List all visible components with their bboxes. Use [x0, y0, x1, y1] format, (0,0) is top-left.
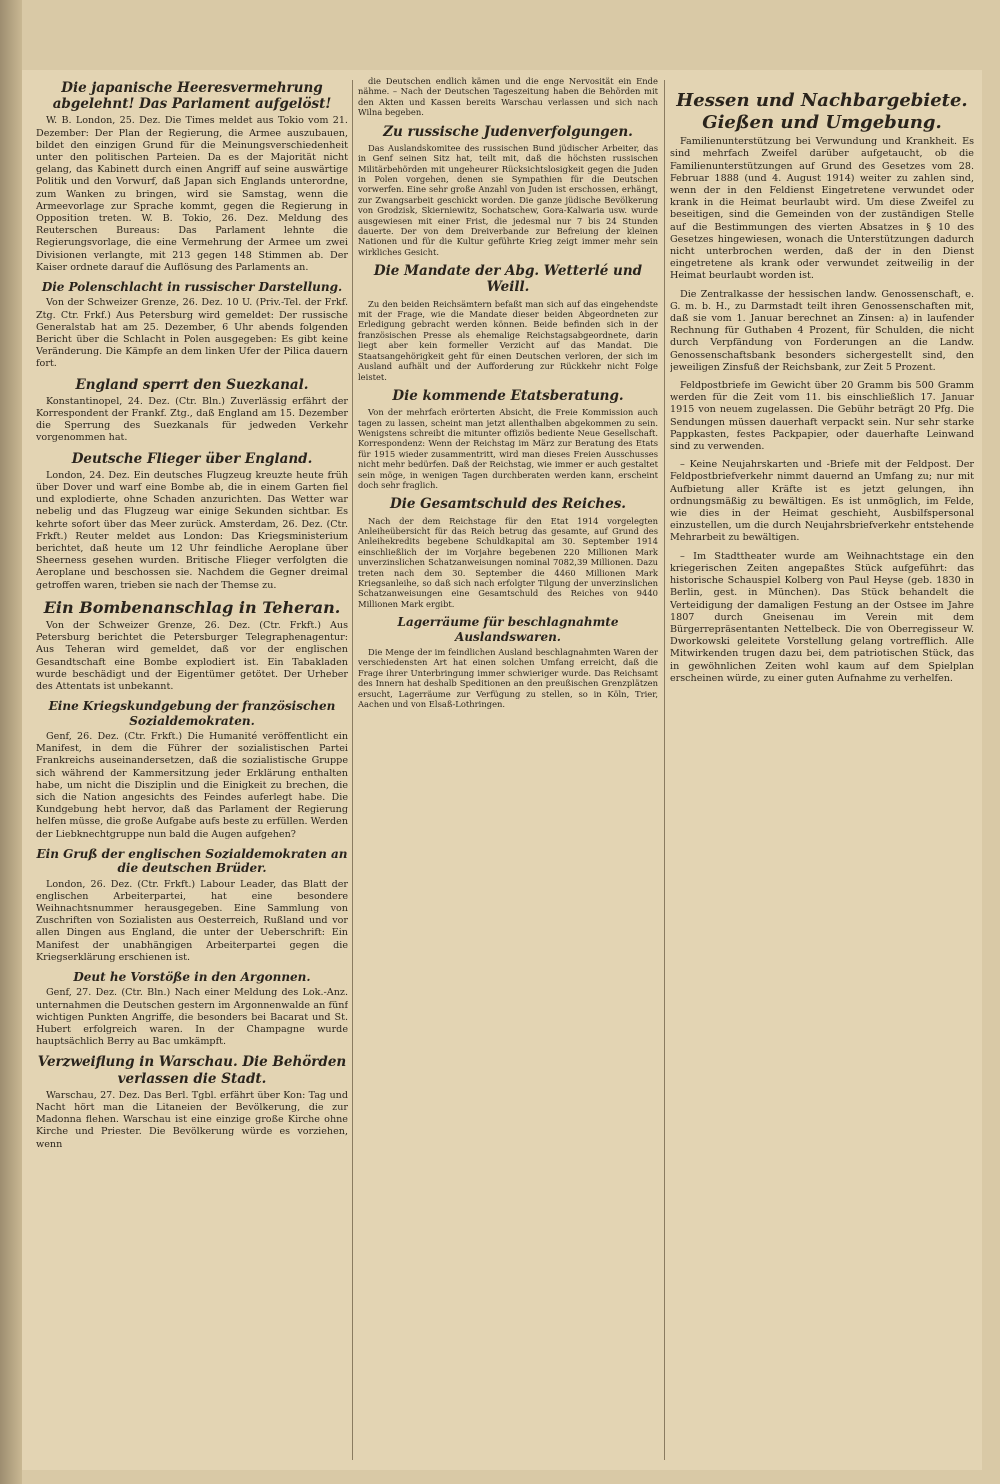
article-headline: Die japanische Heeresvermehrung abgelehnt! Das Parlament aufgelöst!: [52, 80, 332, 113]
article-body: London, 26. Dez. (Ctr. Frkft.) Labour Leader, das Blatt der englischen Arbeiterpartei, hat eine besondere Weihnachtsnummer herausgegeben. Eine Sammlung von Zuschriften von Sozialisten aus Oesterreich, Rußland und vor allen Dingen aus England, die unter der Ueberschrift: Ein Manifest der unabhängigen Arbeiterpartei gegen die Kriegserklärung erschienen ist.: [36, 878, 348, 963]
article-body: – Keine Neujahrskarten und -Briefe mit der Feldpost. Der Feldpostbriefverkehr nimmt dauernd an Umfang zu; nur mit Aufbietung aller Kräfte ist es jetzt gelungen, ihn ordnungsmäßig zu bewältigen. Es ist unmöglich, im Felde, wie dies in der Heimat geschieht, Ausbilfspersonal einzustellen, um die durch Neujahrsbriefverkehr entstehende Mehrarbeit zu bewältigen.: [670, 459, 974, 544]
article: [670, 289, 974, 374]
article: [358, 124, 658, 258]
article: [670, 459, 974, 544]
article: [36, 280, 348, 371]
column-1: [36, 76, 348, 1460]
article-headline: Die Polenschlacht in russischer Darstellung.: [41, 280, 343, 295]
article: [670, 551, 974, 685]
article: [36, 451, 348, 592]
article-headline: Ein Bombenanschlag in Teheran.: [43, 597, 341, 617]
article-body: Familienunterstützung bei Verwundung und Krankheit. Es sind mehrfach Zweifel darüber aufgetaucht, ob die Familienunterstützungen auf Grund des Gesetzes vom 28. Februar 1888 (und 4. August 1914) weiter zu zahlen sind, wenn der in den Feldienst Eingetretene verwundet oder krank in die Heimat beurlaubt wird. Um diese Zweifel zu beseitigen, sind die Gemeinden von der zuständigen Stelle auf die Bestimmungen des vierten Absatzes in § 10 des Gesetzes hingewiesen, wonach die Unterstützungen dadurch nicht unterbrochen werden, daß der in den Dienst eingetretene als krank oder verwundet zeitweilig in der Heimat beurlaubt worden ist.: [670, 136, 974, 282]
article: [358, 388, 658, 490]
article-body: Konstantinopel, 24. Dez. (Ctr. Bln.) Zuverlässig erfährt der Korrespondent der Frankf. Ztg., daß England am 15. Dezember die Sperrung des Suezkanals für jedweden Verkehr vorgenommen hat.: [36, 395, 348, 444]
article-body: Nach der dem Reichstage für den Etat 1914 vorgelegten Anleiheübersicht für das Reich betrug das gesamte, auf Grund des Anleihekredits begebene Schuldkapital am 30. September 1914 einschließlich der im Vorjahre begebenen 220 Millionen Mark unverzinslichen Schatzanweisungen nominal 7082,39 Millionen. Dazu treten nach dem 30. September die 4460 Millionen Mark Kriegsanleihe, so daß sich nach erfolgter Tilgung der unverzinslichen Schatzanweisungen eine Gesamtschuld des Reiches von 9440 Millionen Mark ergibt.: [358, 515, 658, 609]
article: [36, 699, 348, 841]
article: [670, 380, 974, 453]
article: [36, 1054, 348, 1150]
article-body: Von der mehrfach erörterten Absicht, die Freie Kommission auch tagen zu lassen, scheint man jetzt allenthalben abgekommen zu sein. Wenigstens schreibt die mitunter offiziös bediente Neue Gesellschaft. Korrespondenz: Wenn der Reichstag im März zur Beratung des Etats für 1915 wieder zusammentritt, wird man dieses Freien Ausschusses nicht mehr bedürfen. Daß der Reichstag, wie immer er auch gestaltet sein möge, in wenigen Tagen durchberaten werden kann, erscheint doch sehr fraglich.: [358, 407, 658, 490]
article-headline: Deutsche Flieger über England.: [71, 450, 313, 467]
article: [36, 970, 348, 1048]
binding-edge: [0, 0, 22, 1484]
article-body: Die Menge der im feindlichen Ausland beschlagnahmten Waren der verschiedensten Art hat einen solchen Umfang erreicht, daß die Frage ihrer Unterbringung immer schwieriger wurde. Das Reichsamt des Innern hat deshalb Speditionen an den preußischen Grenzplätzen ersucht, Lagerräume zur Verfügung zu stellen, so in Köln, Trier, Aachen und von Elsaß-Lothringen.: [358, 646, 658, 709]
column-rule: [352, 80, 353, 1460]
article-body: Von der Schweizer Grenze, 26. Dez. 10 U. (Priv.-Tel. der Frkf. Ztg. Ctr. Frkf.) Aus Petersburg wird gemeldet: Der russische Generalstab hat am 25. Dezember, 6 Uhr abends folgenden Bericht über die Schlacht in Polen ausgegeben: Es gibt keine Veränderung. Die Kämpfe an dem linken Ufer der Pilica dauern fort.: [36, 297, 348, 370]
article-body: – Im Stadttheater wurde am Weihnachtstage ein den kriegerischen Zeiten angepaßtes Stück aufgeführt: das historische Schauspiel Kolberg von Paul Heyse (geb. 1830 in Berlin, gest. in München). Das Stück behandelt die Verteidigung der damaligen Festung an der Ostsee im Jahre 1807 durch Gneisenau im Verein mit dem Bürgerrepräsentanten Nettelbeck. Die von Oberregisseur W. Dworkowski geleitete Vorstellung gelang vortrefflich. Alle Mitwirkenden trugen dazu bei, dem patriotischen Stück, das in gewöhnlichen Zeiten wohl kaum auf dem Spielplan erscheinen würde, zu einer guten Aufnahme zu verhelfen.: [670, 550, 974, 684]
article-headline: Hessen und Nachbargebiete. Gießen und Umgebung.: [676, 90, 968, 133]
article-body: Feldpostbriefe im Gewicht über 20 Gramm bis 500 Gramm werden für die Zeit vom 11. bis einschließlich 17. Januar 1915 von neuem zugelassen. Die Gebühr beträgt 20 Pfg. Die Sendungen müssen dauerhaft verpackt sein. Nur sehr starke Pappkasten, festes Packpapier, oder dauerhafte Leinwand sind zu verwenden.: [670, 380, 974, 453]
article: [358, 496, 658, 609]
article-body: die Deutschen endlich kämen und die enge Nervosität ein Ende nähme. – Nach der Deutschen Tageszeitung haben die Behörden mit den Akten und Kassen bereits Warschau verlassen und sich nach Wilna begeben.: [358, 76, 658, 118]
article-headline: Eine Kriegskundgebung der französischen Sozialdemokraten.: [48, 699, 336, 728]
article: [36, 377, 348, 445]
article-body: Genf, 27. Dez. (Ctr. Bln.) Nach einer Meldung des Lok.-Anz. unternahmen die Deutschen gestern im Argonnenwalde an fünf wichtigen Punkten Angriffe, die besonders bei Bacarat und St. Hubert erfolgreich waren. In der Champagne wurde hauptsächlich Berry au Bac umkämpft.: [36, 987, 348, 1048]
article-body: Warschau, 27. Dez. Das Berl. Tgbl. erfährt über Kon: Tag und Nacht hört man die Litaneien der Bevölkerung, die zur Madonna flehen. Warschau ist eine einzige große Kirche ohne Kirche und Priester. Die Bevölkerung würde es vorziehen, wenn: [36, 1089, 348, 1150]
article-body: Das Auslandskomitee des russischen Bund jüdischer Arbeiter, das in Genf seinen Sitz hat, teilt mit, daß die höchsten russischen Militärbehörden mit ungeheurer Rücksichtslosigkeit gegen die Juden in Polen vorgehen, denen sie Sympathien für die Deutschen vorwerfen. Eine sehr große Anzahl von Juden ist erschossen, erhängt, zur Zwangsarbeit geschickt worden. Die ganze jüdische Bevölkerung von Grodzisk, Skierniewitz, Sochatschew, Gora-Kalwaria usw. wurde ausgewiesen mit einer Frist, die jedesmal nur 7 bis 24 Stunden dauerte. Der von dem Dreiverbande zur Befreiung der kleinen Nationen und für die Kultur geführte Krieg zeigt immer mehr sein wirkliches Gesicht.: [358, 142, 658, 257]
article: [36, 80, 348, 274]
article-headline: Die Gesamtschuld des Reiches.: [389, 496, 627, 513]
article: [358, 76, 658, 118]
article: [358, 263, 658, 382]
article-headline: Zu russische Judenverfolgungen.: [383, 123, 633, 140]
article-headline: Deut he Vorstöße in den Argonnen.: [73, 970, 311, 985]
article-headline: Verzweiflung in Warschau. Die Behörden verlassen die Stadt.: [37, 1054, 347, 1087]
article-body: Die Zentralkasse der hessischen landw. Genossenschaft, e. G. m. b. H., zu Darmstadt teilt ihren Genossenschaften mit, daß sie vom 1. Januar berechnet an Zinsen: a) in laufender Rechnung für Guthaben 4 Prozent, für Schulden, die nicht durch Verpfändung von Forderungen an die Landw. Genossenschaftsbank besonders sichergestellt sind, den jeweiligen Zinsfuß der Reichsbank, zur Zeit 5 Prozent.: [670, 288, 974, 373]
newspaper-page: [22, 70, 982, 1470]
article: [36, 847, 348, 964]
article-body: Zu den beiden Reichsämtern befaßt man sich auf das eingehendste mit der Frage, wie die Mandate dieser beiden Abgeordneten zur Erledigung gebracht werden können. Beide befinden sich in der französischen Presse als ehemalige Reichstagsabgeordnete, darin liegt aber kein formeller Verzicht auf das Mandat. Die Staatsangehörigkeit geht für einen Deutschen verloren, der sich im Ausland aufhält und der Aufforderung zur Rückkehr nicht Folge leistet.: [358, 298, 658, 382]
article: [36, 598, 348, 693]
article-body: London, 24. Dez. Ein deutsches Flugzeug kreuzte heute früh über Dover und warf eine Bombe ab, die in einem Garten fiel und explodierte, ohne Schaden anzurichten. Das Wetter war nebelig und das Flugzeug war einige Sekunden sichtbar. Es kehrte sofort über das Meer zurück. Amsterdam, 26. Dez. (Ctr. Frkft.) Reuter meldet aus London: Das Kriegsministerium berichtet, daß heute um 12 Uhr feindliche Aeroplane über Sheerness gesehen wurden. Britische Flieger verfolgten die Aeroplane und beschossen sie. Nachdem die Gegner dreimal getroffen waren, trieben sie nach der Themse zu.: [36, 469, 348, 591]
article: [358, 615, 658, 709]
column-2: [358, 76, 658, 1460]
article: [670, 90, 974, 283]
article-body: Von der Schweizer Grenze, 26. Dez. (Ctr. Frkft.) Aus Petersburg berichtet die Petersburger Telegraphenagentur: Aus Teheran wird gemeldet, daß vor der englischen Gesandtschaft eine Bombe explodiert ist. Ein Tabakladen wurde beschädigt und der Eigentümer getötet. Der Urheber des Attentats ist unbekannt.: [36, 620, 348, 693]
article-headline: Lagerräume für beschlagnahmte Auslandswaren.: [397, 615, 619, 644]
article-body: Genf, 26. Dez. (Ctr. Frkft.) Die Humanité veröffentlicht ein Manifest, in dem die Führer der sozialistischen Partei Frankreichs auseinandersetzen, daß die sozialistische Gruppe sich während der Kammersitzung jeder Erklärung enthalten habe, um nicht die Disziplin und die Einigkeit zu brechen, die sich die Nation angesichts des Feindes auferlegt habe. Die Kundgebung hebt hervor, daß das Parlament der Regierung helfen müsse, die große Aufgabe aufs beste zu erfüllen. Werden der Liebknechtgruppe nun bald die Augen aufgehen?: [36, 731, 348, 840]
article-headline: England sperrt den Suezkanal.: [75, 376, 309, 393]
article-headline: Die kommende Etatsberatung.: [392, 387, 624, 404]
article-headline: Die Mandate der Abg. Wetterlé und Weill.: [373, 263, 643, 296]
article-headline: Ein Gruß der englischen Sozialdemokraten an die deutschen Brüder.: [36, 846, 348, 876]
column-3: [670, 76, 974, 1460]
article-body: W. B. London, 25. Dez. Die Times meldet aus Tokio vom 21. Dezember: Der Plan der Regierung, die Armee auszubauen, bildet den einzigen Grund für die Meinungsverschiedenheit unter den politischen Parteien. Da es der Majorität nicht gelang, das Kabinett durch einen Angriff auf seine auswärtige Politik und den Vorwurf, daß Japan sich Englands unterordne, zum Wanken zu bringen, wird sie Samstag, wenn die Armeevorlage zur Sprache kommt, gegen die Regierung in Opposition treten. W. B. Tokio, 26. Dez. Meldung des Reuterschen Bureaus: Das Parlament lehnte die Regierungsvorlage, die eine Vermehrung der Armee um zwei Divisionen verlangte, mit 213 gegen 148 Stimmen ab. Der Kaiser ordnete darauf die Auflösung des Parlaments an.: [36, 115, 348, 273]
column-rule: [664, 80, 665, 1460]
